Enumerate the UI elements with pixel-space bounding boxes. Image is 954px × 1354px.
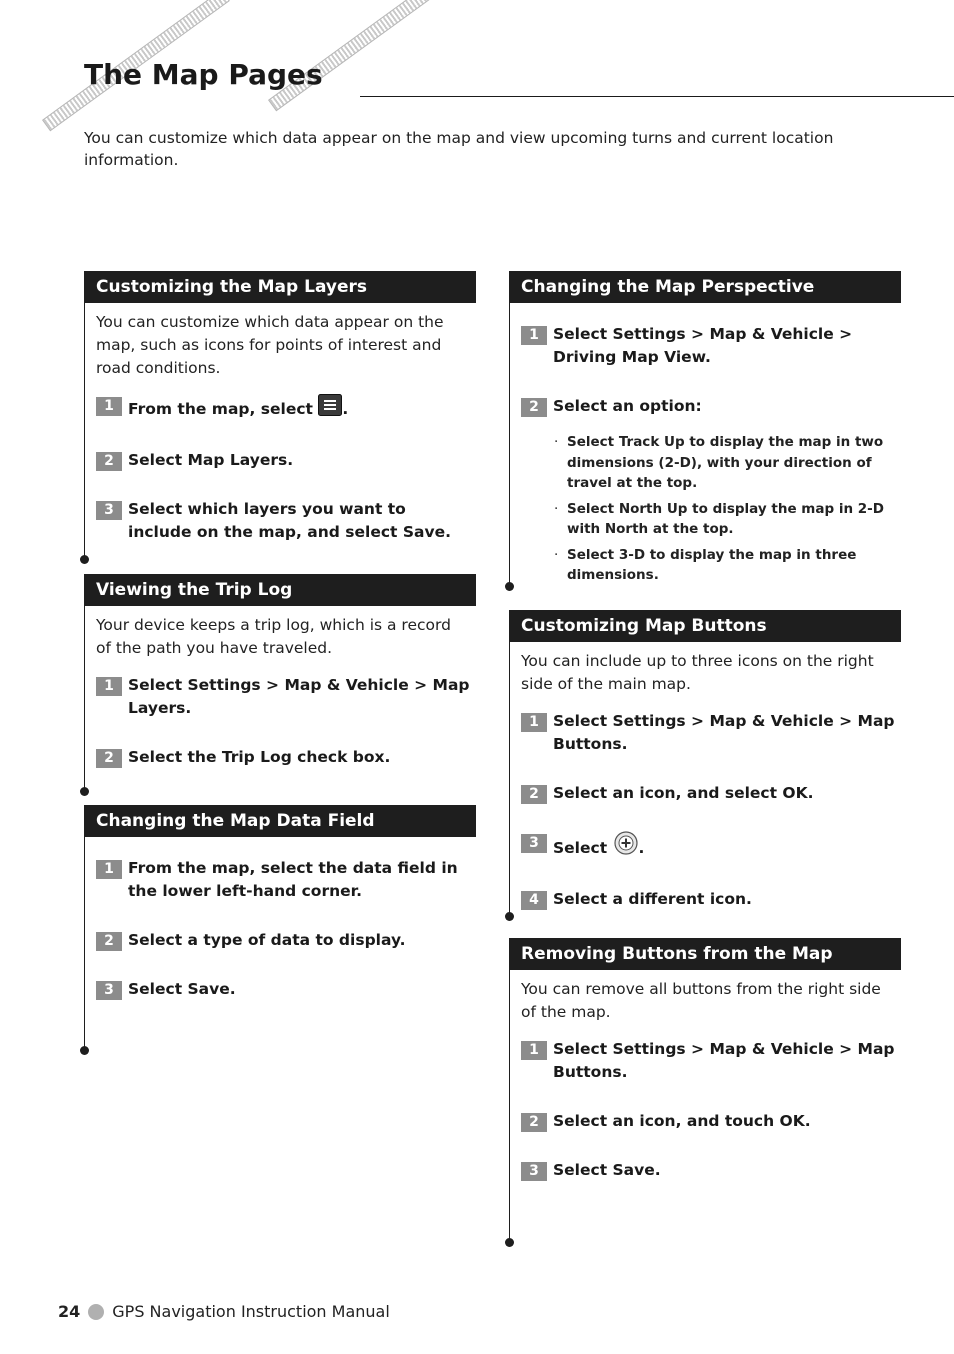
section-map-layers (84, 271, 476, 570)
page-footer (58, 1302, 390, 1321)
step-number: 1 (96, 397, 122, 416)
add-icon (613, 831, 639, 862)
section-rule (84, 271, 85, 559)
section-end-dot (80, 555, 89, 564)
section-end-dot (505, 1238, 514, 1247)
step-number: 3 (521, 1162, 547, 1181)
section-map-data-field (84, 805, 476, 1027)
step-text: Select Settings > Map & Vehicle > Driving Map View. (553, 325, 853, 366)
step-text: Select Save. (553, 1161, 661, 1179)
section-rule (84, 574, 85, 791)
step-number: 2 (96, 452, 122, 471)
step-number: 2 (521, 1113, 547, 1132)
step-text: Select a different icon. (553, 890, 752, 908)
section-intro: You can include up to three icons on the right side of the main map. (521, 652, 874, 693)
option-text: Select North Up to display the map in 2-D with North at the top. (567, 500, 884, 537)
step (521, 831, 895, 862)
step (96, 746, 470, 769)
section-map-buttons (509, 610, 901, 937)
step (96, 978, 470, 1001)
option-list (521, 432, 895, 586)
step-number: 1 (521, 1041, 547, 1060)
section-end-dot (80, 787, 89, 796)
step-text: . (342, 400, 349, 418)
step-text: Select (553, 839, 613, 857)
section-intro: Your device keeps a trip log, which is a record of the path you have traveled. (96, 616, 451, 657)
section-end-dot (505, 582, 514, 591)
step-number: 2 (96, 932, 122, 951)
section-intro: You can customize which data appear on the map, such as icons for points of interest and road conditions. (96, 313, 444, 377)
section-title: Changing the Map Perspective (509, 271, 901, 303)
section-end-dot (80, 1046, 89, 1055)
step-text: Select a type of data to display. (128, 931, 406, 949)
section-intro: You can remove all buttons from the right side of the map. (521, 980, 881, 1021)
step (521, 395, 895, 418)
step-text: Select Settings > Map & Vehicle > Map Buttons. (553, 712, 895, 753)
step (96, 498, 470, 544)
step-text: Select Settings > Map & Vehicle > Map Buttons. (553, 1040, 895, 1081)
section-rule (509, 610, 510, 916)
decorative-stripe-right (268, 0, 448, 111)
step-text: Select an option: (553, 397, 702, 415)
bullet-mark: · (554, 434, 559, 450)
step (96, 857, 470, 903)
step-number: 1 (521, 713, 547, 732)
bullet-mark: · (554, 546, 559, 563)
step-text: From the map, select (128, 400, 319, 418)
list-item (554, 432, 895, 494)
section-end-dot (505, 912, 514, 921)
section-title: Customizing Map Buttons (509, 610, 901, 642)
step-number: 4 (521, 891, 547, 910)
option-text: Select Track Up to display the map in two dimensions (2-D), with your direction of travel at the top. (567, 434, 884, 491)
step (521, 323, 895, 369)
step-number: 1 (521, 326, 547, 345)
step (521, 1038, 895, 1084)
title-rule (360, 96, 954, 97)
page-title: The Map Pages (84, 58, 323, 91)
list-item (554, 499, 895, 540)
step (521, 888, 895, 911)
step-number: 2 (521, 785, 547, 804)
step-number: 1 (96, 860, 122, 879)
step-number: 2 (96, 749, 122, 768)
bullet-mark: · (554, 500, 559, 517)
footer-circle-icon (88, 1304, 104, 1320)
list-item (554, 545, 895, 586)
step-text: Select Settings > Map & Vehicle > Map Layers. (128, 676, 470, 717)
step-text: Select an icon, and touch OK. (553, 1112, 811, 1130)
section-title: Viewing the Trip Log (84, 574, 476, 606)
step-number: 1 (96, 677, 122, 696)
section-map-perspective (509, 271, 901, 591)
section-trip-log (84, 574, 476, 795)
step-number: 2 (521, 398, 547, 417)
section-removing-buttons (509, 938, 901, 1208)
step (96, 929, 470, 952)
step (521, 710, 895, 756)
step-text: Select an icon, and select OK. (553, 784, 814, 802)
step (96, 674, 470, 720)
step (521, 1159, 895, 1182)
step (96, 449, 470, 472)
step-text: From the map, select the data field in the lower left-hand corner. (128, 859, 458, 900)
menu-icon (318, 394, 342, 423)
section-rule (509, 271, 510, 586)
section-rule (509, 938, 510, 1242)
step-text: . (638, 839, 645, 857)
step-number: 3 (521, 834, 547, 853)
step (521, 782, 895, 805)
step (96, 394, 470, 423)
step-number: 3 (96, 501, 122, 520)
section-rule (84, 805, 85, 1050)
step-number: 3 (96, 981, 122, 1000)
section-title: Customizing the Map Layers (84, 271, 476, 303)
page-number: 24 (58, 1302, 81, 1321)
page-intro: You can customize which data appear on the map and view upcoming turns and current location information. (84, 129, 834, 169)
section-title: Removing Buttons from the Map (509, 938, 901, 970)
step-text: Select Save. (128, 980, 236, 998)
manual-title: GPS Navigation Instruction Manual (112, 1302, 390, 1321)
step (521, 1110, 895, 1133)
step-text: Select which layers you want to include on the map, and select Save. (128, 500, 451, 541)
step-text: Select Map Layers. (128, 451, 294, 469)
step-text: Select the Trip Log check box. (128, 748, 391, 766)
section-title: Changing the Map Data Field (84, 805, 476, 837)
option-text: Select 3-D to display the map in three dimensions. (567, 546, 857, 583)
